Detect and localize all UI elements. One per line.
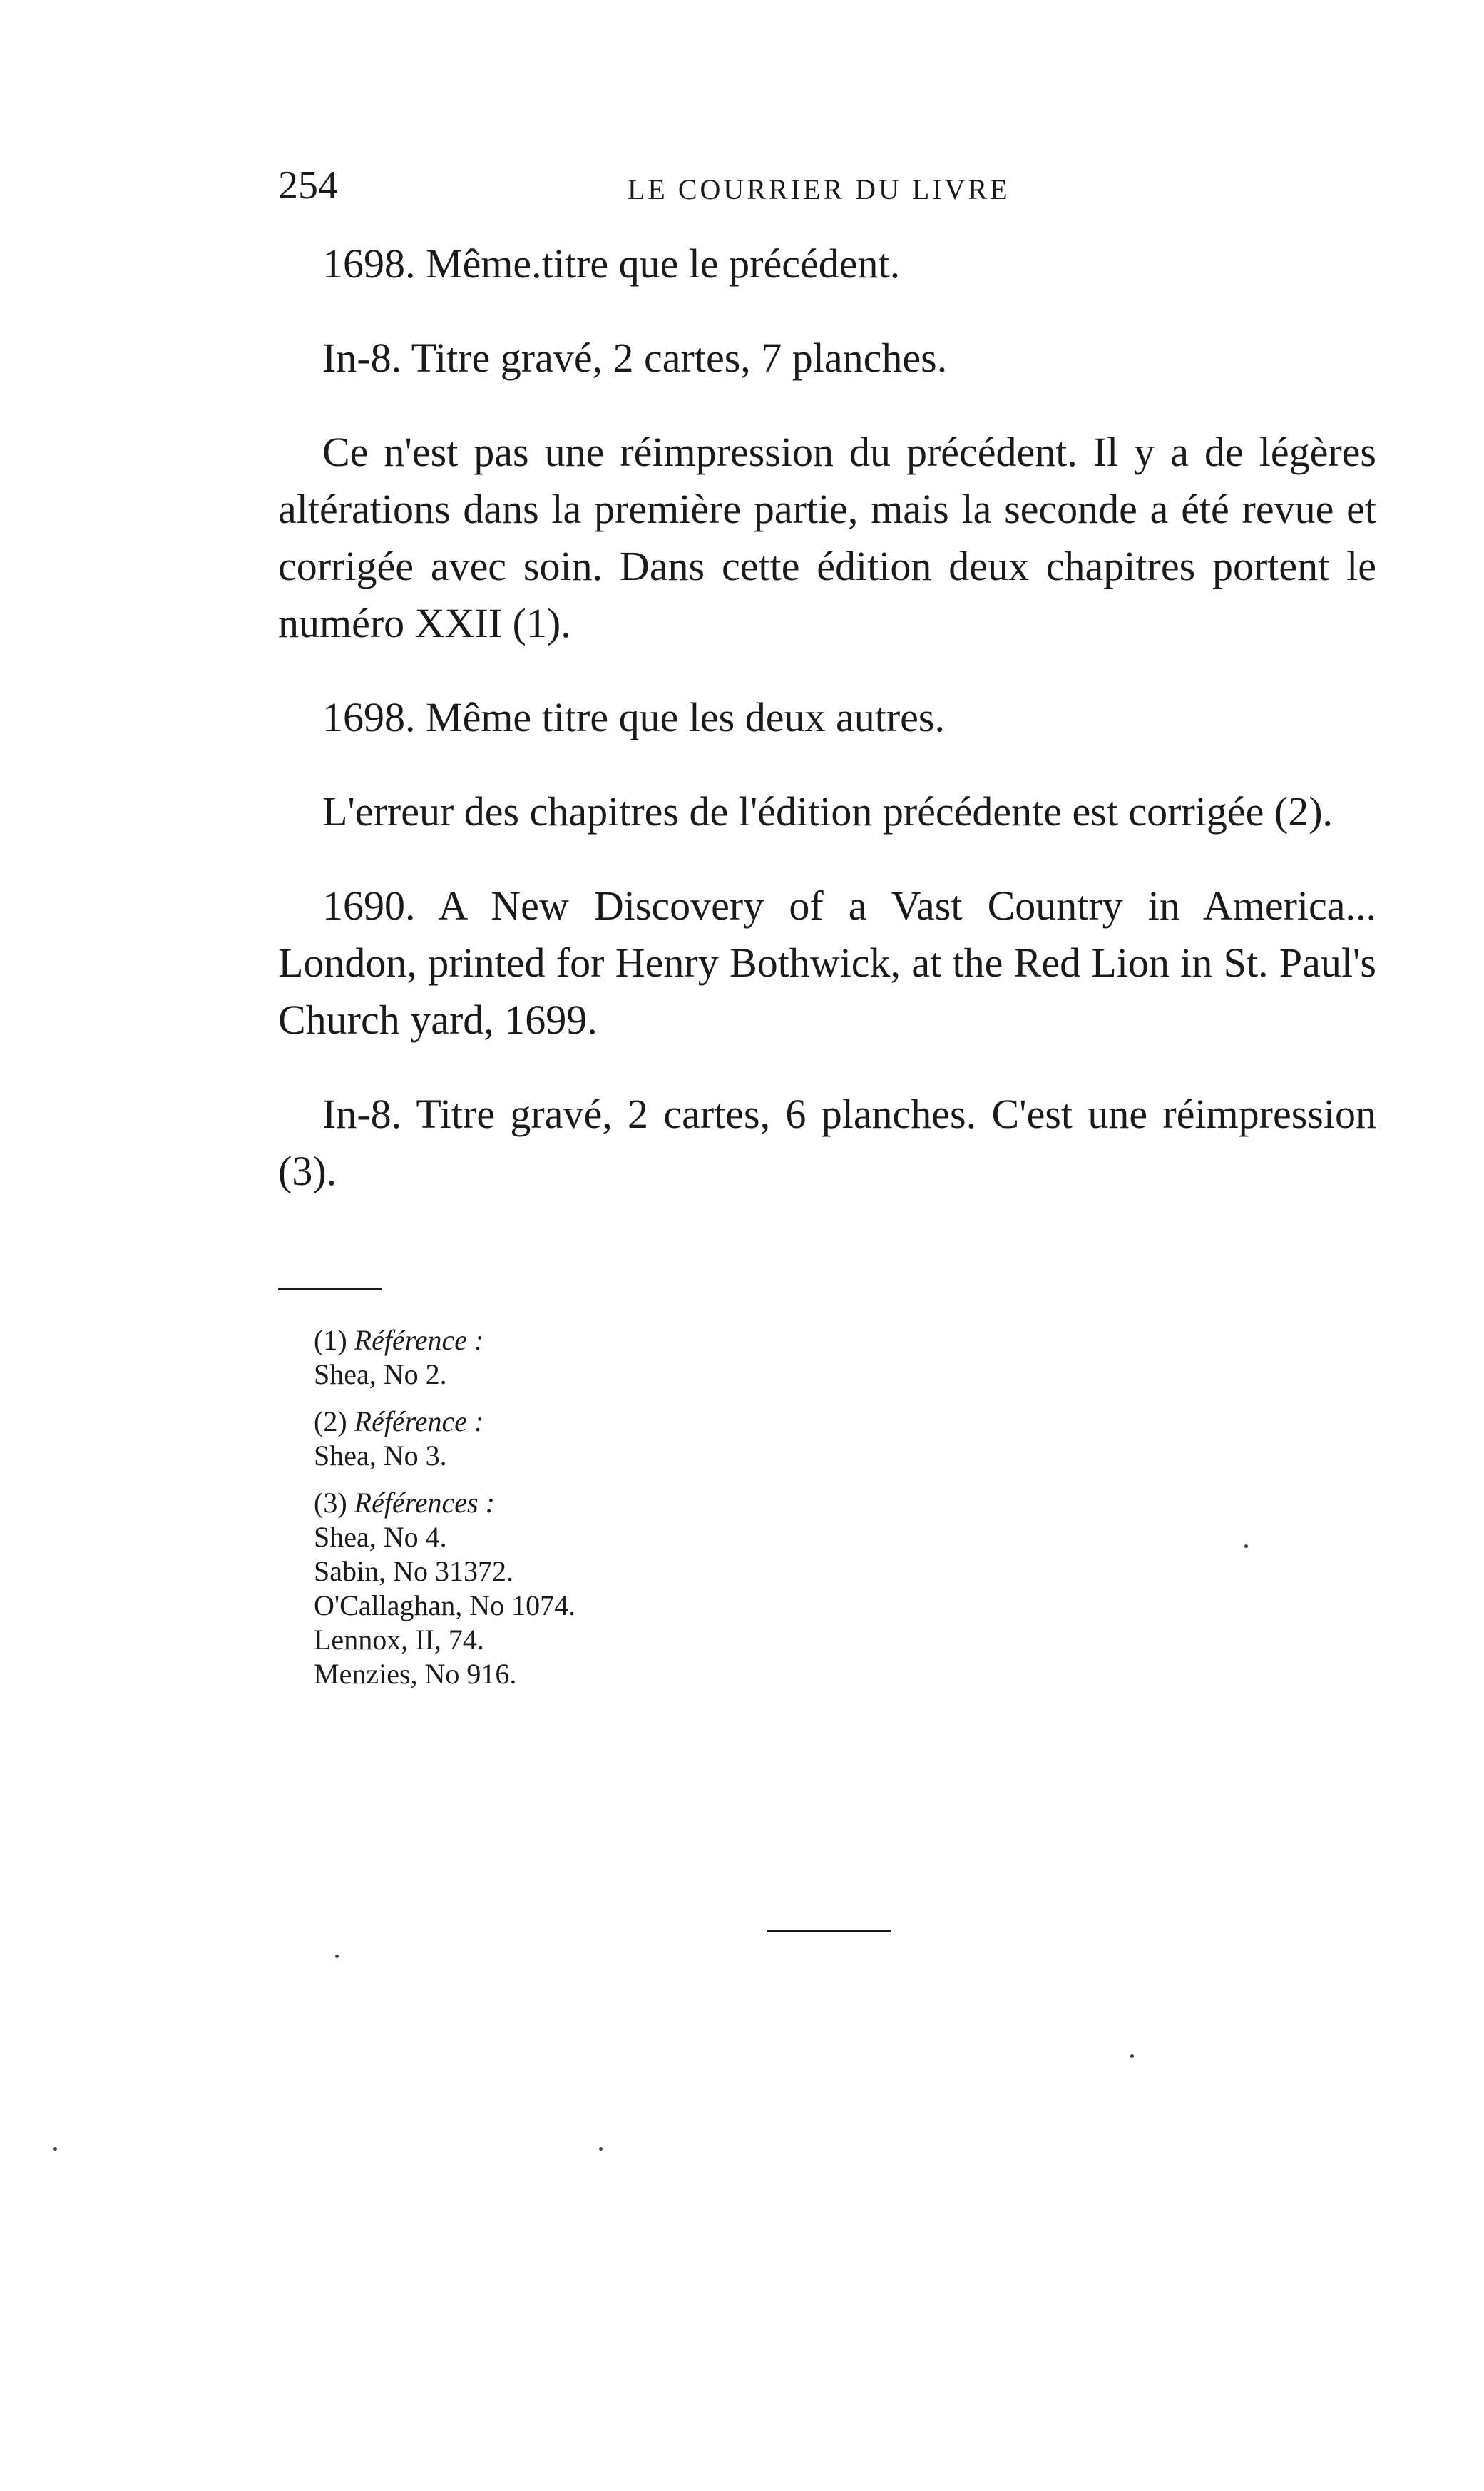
- footnotes: [314, 1323, 956, 1704]
- footnote-line: Menzies, No 916.: [314, 1658, 517, 1690]
- scan-speck: [599, 2147, 603, 2151]
- footnote-line: Sabin, No 31372.: [314, 1555, 513, 1587]
- footnote-head: [314, 1486, 956, 1520]
- scan-speck: [1130, 2054, 1134, 2058]
- paragraph-1698-title: 1698. Même.titre que le précédent.: [322, 240, 901, 287]
- footnote-line: Lennox, II, 74.: [314, 1624, 484, 1656]
- footnote-label: Référence :: [354, 1405, 484, 1437]
- footnote-2: [314, 1405, 956, 1473]
- running-head: [278, 157, 1376, 214]
- footnote-line: Shea, No 3.: [314, 1440, 447, 1472]
- footnote-divider: [278, 1288, 382, 1290]
- footnote-line: O'Callaghan, No 1074.: [314, 1589, 576, 1621]
- paragraph-1690-title: 1690. A New Discovery of a Vast Country in America... London, printed for Henry Bothwick, at the Red Lion in St. Paul's Church yard, 1699.: [278, 882, 1376, 1043]
- footnote-line: Shea, No 2.: [314, 1358, 447, 1390]
- footnote-3: [314, 1486, 956, 1691]
- paragraph-note-2: L'erreur des chapitres de l'édition précédente est corrigée (2).: [322, 788, 1334, 835]
- footnote-label: Références :: [354, 1487, 495, 1519]
- page-number: 254: [278, 163, 338, 208]
- paragraph-format-3: In-8. Titre gravé, 2 cartes, 6 planches. C'est une réimpression (3).: [278, 1091, 1376, 1194]
- scan-speck: [335, 1955, 339, 1958]
- paragraph-1698-second: 1698. Même titre que les deux autres.: [322, 694, 945, 740]
- footnote-head: [314, 1405, 956, 1439]
- footnote-number: (2): [314, 1405, 347, 1437]
- body-text: [278, 235, 1376, 1237]
- scan-speck: [1244, 1544, 1248, 1548]
- footnote-1: [314, 1323, 956, 1392]
- footnote-head: [314, 1323, 956, 1357]
- scan-speck: [53, 2147, 57, 2151]
- paragraph-note-1: Ce n'est pas une réimpression du précédent. Il y a de légères altérations dans la première partie, mais la seconde a été revue et corrigée avec soin. Dans cette édition deux chapitres portent le numéro XXII (1).: [278, 429, 1376, 646]
- footnote-label: Référence :: [354, 1324, 484, 1356]
- footnote-line: Shea, No 4.: [314, 1521, 447, 1553]
- footnote-number: (1): [314, 1324, 347, 1356]
- running-title: LE COURRIER DU LIVRE: [628, 173, 1010, 205]
- paragraph-format-1: In-8. Titre gravé, 2 cartes, 7 planches.: [322, 335, 948, 381]
- footnote-number: (3): [314, 1487, 347, 1519]
- end-divider: [767, 1930, 891, 1932]
